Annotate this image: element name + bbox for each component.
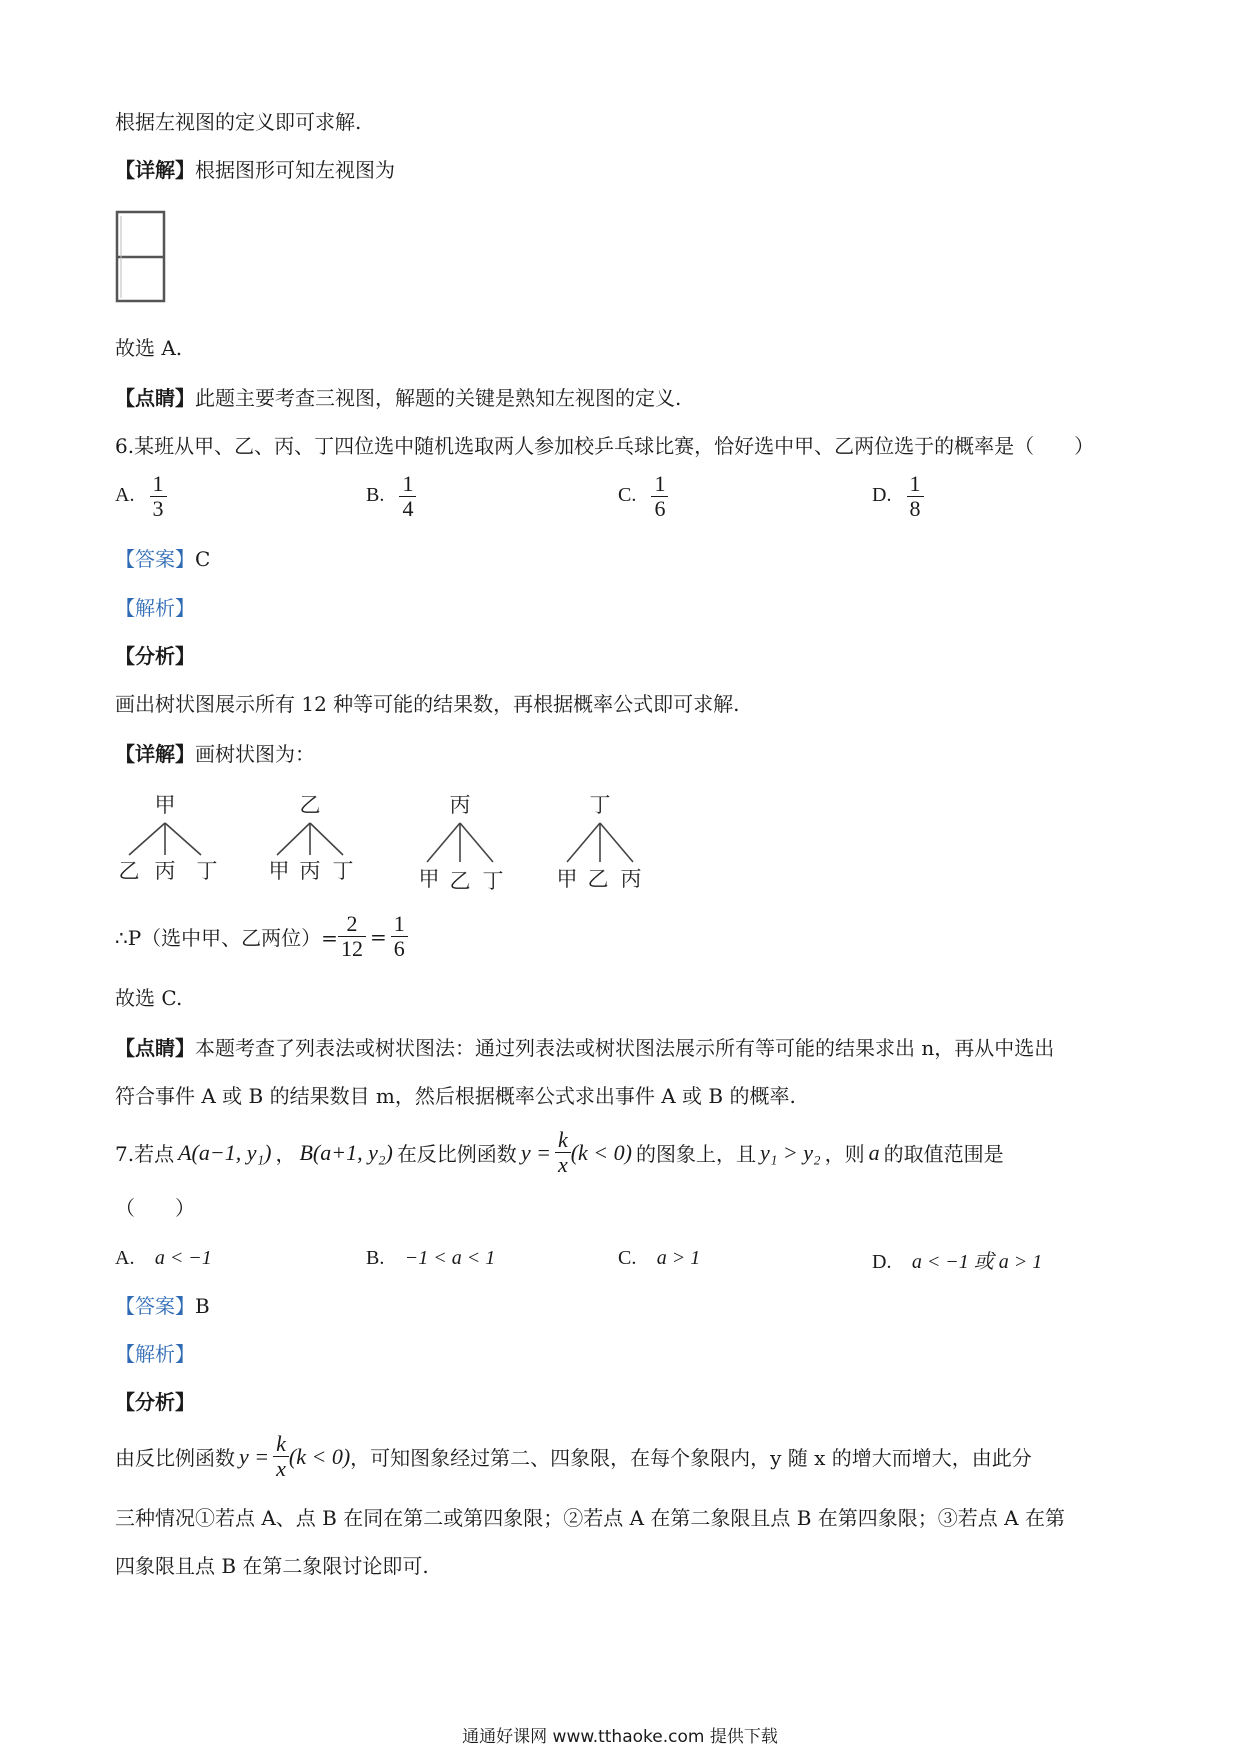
q7-option-c: C. a > 1 [618,1247,701,1269]
option-label: A. [115,484,135,506]
q6-option-c [618,472,668,521]
tree-yi [269,793,354,883]
answer-choice-text: 故选 C. [115,986,183,1010]
tree-leaf: 丙 [299,859,321,883]
point-b: B(a+1, y₂) [299,1139,393,1165]
answer-tag: 【答案】 [115,1294,195,1318]
analysis-text: 根据左视图的定义即可求解. [115,110,362,134]
q7-option-a: A. a < −1 [115,1247,212,1269]
func-fraction: $\frac{k}{x}$ [273,1432,289,1481]
equals-sign: = [369,924,387,949]
tree-leaf: 丁 [332,859,354,883]
inequality: y₁ > y₂ [759,1139,821,1165]
tree-root: 甲 [154,793,176,817]
probability-prefix: ∴P（选中甲、乙两位）= [115,926,338,950]
tree-leaf: 丙 [620,867,642,891]
q7-analysis-line-3: 四象限且点 B 在第二象限讨论即可. [115,1554,429,1578]
comment-line [115,1034,1054,1062]
func-condition: (k < 0) [570,1139,632,1165]
tree-root: 丁 [589,793,611,817]
tree-leaf: 乙 [118,859,140,883]
answer-choice-text: 故选 A. [115,336,183,360]
option-fraction: $\frac{1}{3}$ [150,472,167,521]
detail-text: 根据图形可知左视图为 [195,158,395,182]
option-fraction: $\frac{1}{6}$ [651,472,668,521]
tree-leaf: 丙 [154,859,176,883]
variable-a: a [868,1139,880,1165]
q7-analysis-line-1: 由反比例函数 y = $\frac{k}{x}$ (k < 0) ，可知图象经过第二、四象限，在每个象限内，y 随 x 的增大而增大，由此分 [115,1431,1032,1481]
q7-option-b: B. −1 < a < 1 [366,1247,496,1269]
q7-text: 的图象上，且 [635,1142,756,1166]
answer-value: C [195,547,211,571]
tree-jia [119,793,218,883]
probability-fraction: $\frac{2}{12}$ [338,912,366,961]
question-7 [115,1128,1004,1177]
page-footer: 通通好课网 www.tthaoke.com 提供下载 [462,1727,778,1747]
option-label: B. [366,484,385,506]
detail-text: 画树状图为： [195,742,315,766]
func-fraction: $\frac{k}{x}$ [555,1128,571,1177]
tree-root: 乙 [299,793,321,817]
q7-option-d: D. a < −1 或 a > 1 [872,1251,1043,1273]
detail-line [115,740,315,768]
func-y: y = [520,1139,551,1165]
detail-tag: 【详解】 [115,158,195,182]
analysis-tag: 【分析】 [115,644,195,668]
tree-leaf: 甲 [556,867,578,891]
tree-leaf: 甲 [418,867,440,891]
question-6: 6.某班从甲、乙、丙、丁四位选中随机选取两人参加校乒乓球比赛，恰好选中甲、乙两位选于的概率是（ ） [115,434,1095,458]
solution-tag: 【解析】 [115,596,195,620]
q6-option-d [872,472,924,521]
answer-6 [115,545,210,573]
analysis-text: 画出树状图展示所有 12 种等可能的结果数，再根据概率公式即可求解. [115,692,740,716]
q7-text: 的取值范围是 [883,1142,1004,1166]
tree-ding [557,793,642,891]
probability-fraction: $\frac{1}{6}$ [391,912,408,961]
solution-tag: 【解析】 [115,1342,195,1366]
q7-analysis-line-2: 三种情况①若点 A、点 B 在同在第二或第四象限；②若点 A 在第二象限且点 B 在第四象限；③若点 A 在第 [115,1506,1065,1530]
point-a: A(a−1, y₁) [178,1139,272,1165]
answer-7 [115,1292,210,1320]
comment-text: 本题考查了列表法或树状图法：通过列表法或树状图法展示所有等可能的结果求出 n，再从中选出 [195,1036,1055,1060]
probability-line [115,912,408,961]
tree-leaf: 丁 [482,869,504,893]
q6-option-b [366,472,416,521]
q7-number: 7.若点 [115,1142,175,1166]
analysis-tag: 【分析】 [115,1390,195,1414]
comment-text: 此题主要考查三视图，解题的关键是熟知左视图的定义. [195,386,682,410]
detail-tag: 【详解】 [115,742,195,766]
q7-text: ，则 [824,1142,865,1166]
comment-tag: 【点睛】 [115,386,195,410]
separator: ， [275,1142,296,1166]
detail-line [115,156,395,184]
q6-option-a [115,472,167,521]
q7-text: 在反比例函数 [396,1142,517,1166]
q7-paren: （ ） [115,1196,195,1220]
tree-root: 丙 [449,793,471,817]
tree-leaf: 乙 [587,867,609,891]
tree-leaf: 甲 [268,859,290,883]
answer-tag: 【答案】 [115,547,195,571]
comment-line-2: 符合事件 A 或 B 的结果数目 m，然后根据概率公式求出事件 A 或 B 的概率. [115,1084,796,1108]
comment-tag: 【点睛】 [115,1036,195,1060]
option-fraction: $\frac{1}{4}$ [399,472,416,521]
tree-leaf: 乙 [449,869,471,893]
answer-value: B [195,1294,210,1318]
option-label: C. [618,484,637,506]
tree-bing [419,793,504,893]
option-fraction: $\frac{1}{8}$ [907,472,924,521]
tree-diagram [115,790,675,900]
left-view-figure [115,210,167,304]
option-label: D. [872,484,892,506]
tree-leaf: 丁 [196,859,218,883]
comment-line [115,384,681,412]
